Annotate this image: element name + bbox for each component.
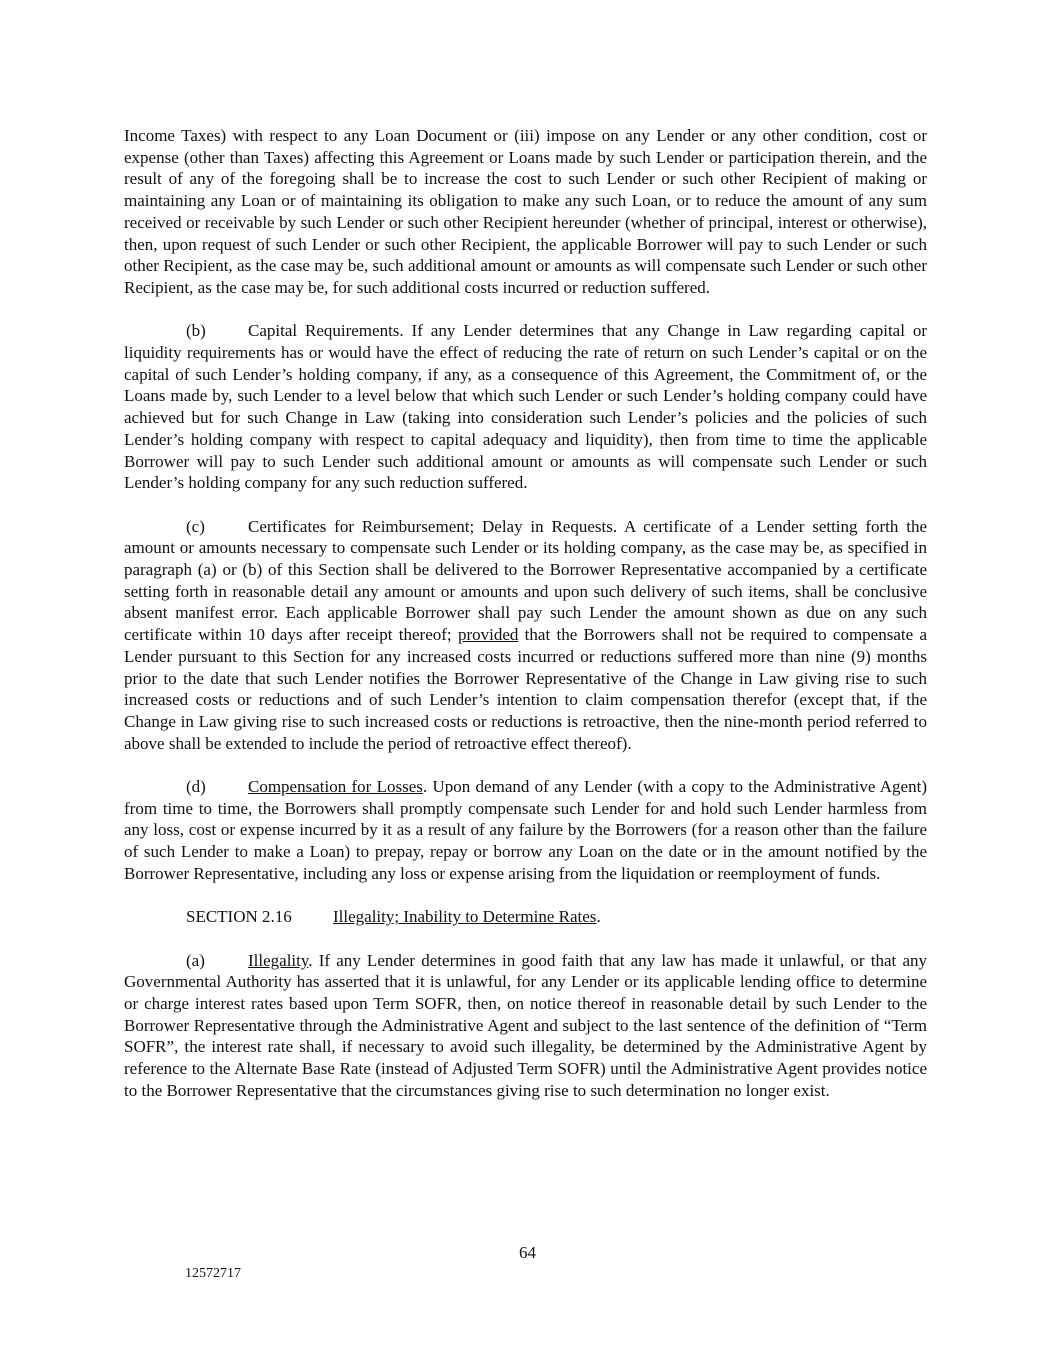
paragraph-b-capital-requirements (124, 320, 927, 494)
paragraph-a-heading: Illegality (248, 950, 309, 970)
paragraph-continuation: Income Taxes) with respect to any Loan Document or (iii) impose on any Lender or any other condition, cost or expense (other than Taxes) affecting this Agreement or Loans made by such Lender or participation therein, and the result of any of the foregoing shall be to increase the cost to such Lender or such other Recipient of making or maintaining any Loan or of maintaining its obligation to make any such Loan, or to reduce the amount of any sum received or receivable by such Lender or such other Recipient hereunder (whether of principal, interest or otherwise), then, upon request of such Lender or such other Recipient, the applicable Borrower will pay to such Lender or such other Recipient, as the case may be, such additional amount or amounts as will compensate such Lender or such other Recipient, as the case may be, for such additional costs incurred or reduction suffered. (124, 126, 927, 297)
paragraph-b-text: Capital Requirements. If any Lender determines that any Change in Law regarding capital or liquidity requirements has or would have the effect of reducing the rate of return on such Lender’s capital or on the capital of such Lender’s holding company, if any, as a consequence of this Agreement, the Commitment of, or the Loans made by, such Lender to a level below that which such Lender or such Lender’s holding company could have achieved but for such Change in Law (taking into consideration such Lender’s policies and the policies of such Lender’s holding company with respect to capital adequacy and liquidity), then from time to time the applicable Borrower will pay to such Lender such additional amount or amounts as will compensate such Lender or such Lender’s holding company for any such reduction suffered. (124, 321, 927, 493)
paragraph-c-certificates (124, 516, 927, 755)
paragraph-a-text: . If any Lender determines in good faith that any law has made it unlawful, or that any Governmental Authority has asserted that it is unlawful, for any Lender or its applicable lending office to determine or charge interest rates based upon Term SOFR, then, on notice thereof in reasonable detail by such Lender to the Borrower Representative through the Administrative Agent and subject to the last sentence of the definition of “Term SOFR”, the interest rate shall, if necessary to avoid such illegality, be determined by the Administrative Agent by reference to the Alternate Base Rate (instead of Adjusted Term SOFR) until the Administrative Agent provides notice to the Borrower Representative that the circumstances giving rise to such determination no longer exist. (124, 950, 927, 1100)
document-id: 12572717 (185, 1266, 241, 1281)
provided-term: provided (457, 625, 519, 645)
document-page (124, 125, 927, 1123)
section-heading (186, 906, 927, 928)
paragraph-b-label: (b) (186, 321, 206, 341)
page-number: 64 (519, 1243, 536, 1262)
section-title-period: . (596, 907, 601, 927)
paragraph-c-text-before: Certificates for Reimbursement; Delay in Requests. A certificate of a Lender setting forth the amount or amounts necessary to compensate such Lender or its holding company, as the case may be, as specified in paragraph (a) or (b) of this Section shall be delivered to the Borrower Representative accompanied by a certificate setting forth in reasonable detail any amount or amounts and upon such delivery of such items, shall be conclusive absent manifest error. Each applicable Borrower shall pay such Lender the amount shown as due on any such certificate within 10 days after receipt thereof; (124, 516, 927, 645)
paragraph-c-text-after: that the Borrowers shall not be required to compensate a Lender pursuant to this Section for any increased costs incurred or reductions suffered more than nine (9) months prior to the date that such Lender notifies the Borrower Representative of the Change in Law giving rise to such increased costs or reductions and of such Lender’s intention to claim compensation therefor (except that, if the Change in Law giving rise to such increased costs or reductions is retroactive, then the nine-month period referred to above shall be extended to include the period of retroactive effect thereof). (124, 625, 927, 753)
section-number: SECTION 2.16 (186, 907, 292, 927)
paragraph-d-label: (d) (186, 777, 206, 797)
paragraph-a-illegality (124, 950, 927, 1102)
paragraph-a-label: (a) (186, 950, 205, 970)
paragraph-d-text: . Upon demand of any Lender (with a copy to the Administrative Agent) from time to time, the Borrowers shall promptly compensate such Lender for and hold such Lender harmless from any loss, cost or expense incurred by it as a result of any failure by the Borrowers (for a reason other than the failure of such Lender to make a Loan) to prepay, repay or borrow any Loan on the date or in the amount notified by the Borrower Representative, including any loss or expense arising from the liquidation or reemployment of funds. (124, 777, 927, 883)
paragraph-c-label: (c) (186, 516, 205, 536)
section-title: Illegality; Inability to Determine Rates (333, 907, 597, 927)
paragraph-d-heading: Compensation for Losses (248, 777, 423, 797)
paragraph-d-compensation (124, 776, 927, 885)
